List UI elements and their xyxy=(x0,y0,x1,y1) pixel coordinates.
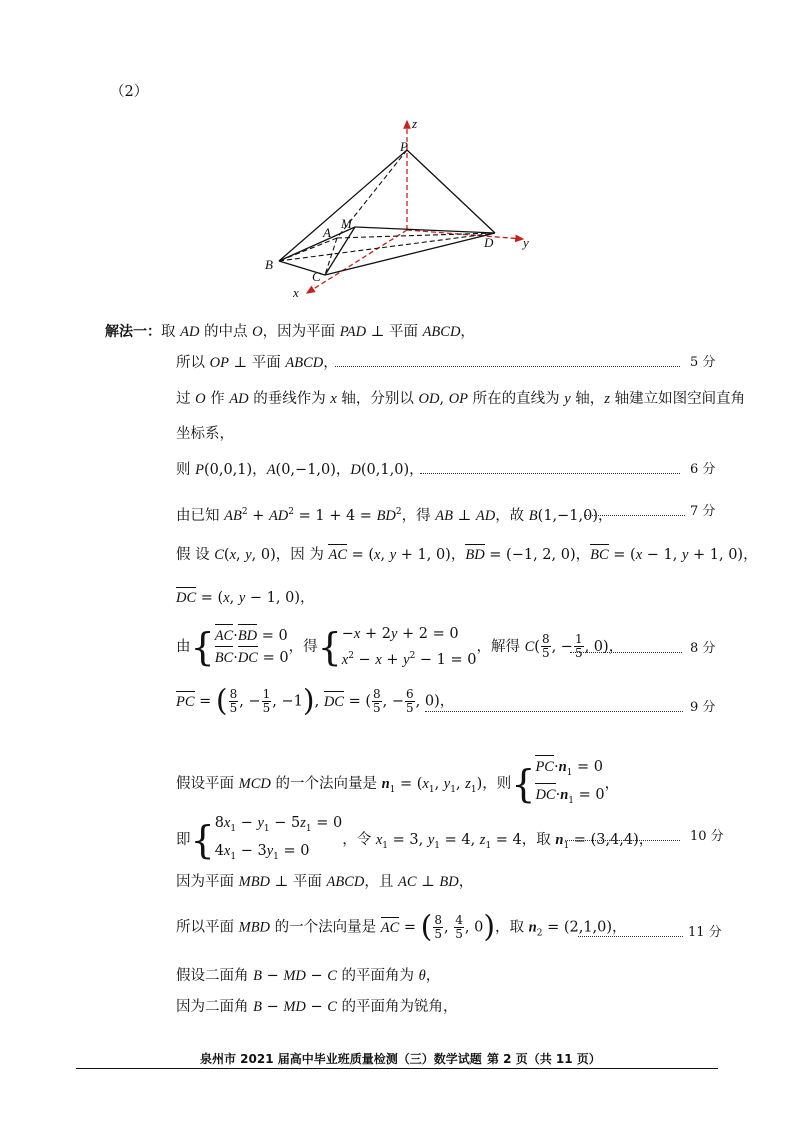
solution-line-6: 由已知 $AB^2 + AD^2 = 1 + 4 = BD^2$，得 AB ⊥ AD，故 B(1,−1,0)， xyxy=(176,507,613,524)
label-y: y xyxy=(523,235,529,250)
label-P: P xyxy=(400,139,408,154)
solution-line-12: 即{ $8x_1 - y_1 - 5z_1 = 0$ $4x_1 - 3y_1 = 0$ ，令 $x_1 = 3$, $y_1 = 4$, $z_1 = 4$，取 $n_1 = (3,4,4)$， xyxy=(176,815,654,862)
solution-line-9: 由{ AC·BD = 0 BC·DC = 0 ，得{ −x + 2y + 2 = 0 $x^2 - x + y^2 - 1 = 0$ ，解得 C( $\frac{8}{5}$ , − $\frac{1}{5}$ , 0)， xyxy=(176,624,624,669)
label-x: x xyxy=(293,285,299,300)
edge-PB xyxy=(279,150,407,261)
dotted-leader xyxy=(420,473,680,474)
x-axis xyxy=(307,230,407,293)
solution-line-3: 过 O 作 AD 的垂线作为 x 轴，分别以 OD, OP 所在的直线为 y 轴，z 轴建立如图空间直角 xyxy=(176,391,746,407)
edge-PD xyxy=(407,150,495,233)
score-8: 8 分 xyxy=(690,641,716,656)
edge-CD xyxy=(325,233,495,275)
footer-rule xyxy=(76,1068,718,1069)
score-11: 11 分 xyxy=(688,925,722,940)
footer-left: 泉州市 2021 届高中毕业班质量检测（三）数学试题 xyxy=(200,1052,482,1066)
label-A: A xyxy=(323,225,331,240)
score-6: 6 分 xyxy=(690,462,716,477)
solution-line-15: 假设二面角 B − MD − C 的平面角为 θ， xyxy=(176,968,441,984)
pyramid-figure xyxy=(255,115,545,300)
label-D: D xyxy=(484,235,494,250)
section-label: （2） xyxy=(110,84,149,100)
score-7: 7 分 xyxy=(690,504,716,519)
label-M: M xyxy=(341,216,352,231)
solution-line-7: 假 设 C(x, y, 0)，因 为 AC = (x, y + 1, 0)，BD = (−1, 2, 0)，BC = (x − 1, y + 1, 0)， xyxy=(176,547,758,563)
edge-MD xyxy=(355,227,495,233)
dotted-leader xyxy=(565,840,680,841)
dotted-leader xyxy=(585,515,685,516)
solution-line-5: 则 P(0,0,1)，A(0,−1,0)，D(0,1,0)， xyxy=(176,462,424,478)
footer-right: 第 2 页（共 11 页） xyxy=(487,1052,601,1066)
solution-line-10: PC = ( $\frac{8}{5}$ , − $\frac{1}{5}$ , −1), DC = ( $\frac{8}{5}$ , − $\frac{6}{5}$ , 0)， xyxy=(176,683,455,719)
edge-AC xyxy=(325,238,337,275)
method-title: 解法一： xyxy=(105,324,161,340)
label-B: B xyxy=(265,257,273,272)
score-10: 10 分 xyxy=(690,829,724,844)
solution-line-11: 假设平面 MCD 的一个法向量是 $n_1 = (x_1$, $y_1$, $z_1$)，则{ $PC\cdot n_1 = 0$ $DC\cdot n_1 = 0$ ， xyxy=(176,756,619,812)
label-C: C xyxy=(312,269,321,284)
solution-line-8: DC = (x, y − 1, 0)， xyxy=(176,590,315,606)
solution-line-14: 所以平面 MBD 的一个法向量是 AC = ( $\frac{8}{5}$ , $\frac{4}{5}$ , 0)，取 $n_2 = (2,1,0)$， xyxy=(176,909,627,945)
solution-line-16: 因为二面角 B − MD − C 的平面角为锐角， xyxy=(176,999,458,1015)
solution-line-4: 坐标系， xyxy=(176,426,234,442)
solution-line-2: 所以 OP ⊥ 平面 ABCD， xyxy=(176,355,338,371)
solution-line-1: 解法一：取 AD 的中点 O，因为平面 PAD ⊥ 平面 ABCD， xyxy=(105,324,475,340)
score-5: 5 分 xyxy=(690,355,716,370)
dotted-leader xyxy=(425,711,683,712)
dotted-leader xyxy=(578,936,683,937)
score-9: 9 分 xyxy=(690,700,716,715)
solution-line-13: 因为平面 MBD ⊥ 平面 ABCD，且 AC ⊥ BD， xyxy=(176,874,474,890)
label-z: z xyxy=(412,116,418,131)
dotted-leader xyxy=(570,652,682,653)
dotted-leader xyxy=(335,366,680,367)
